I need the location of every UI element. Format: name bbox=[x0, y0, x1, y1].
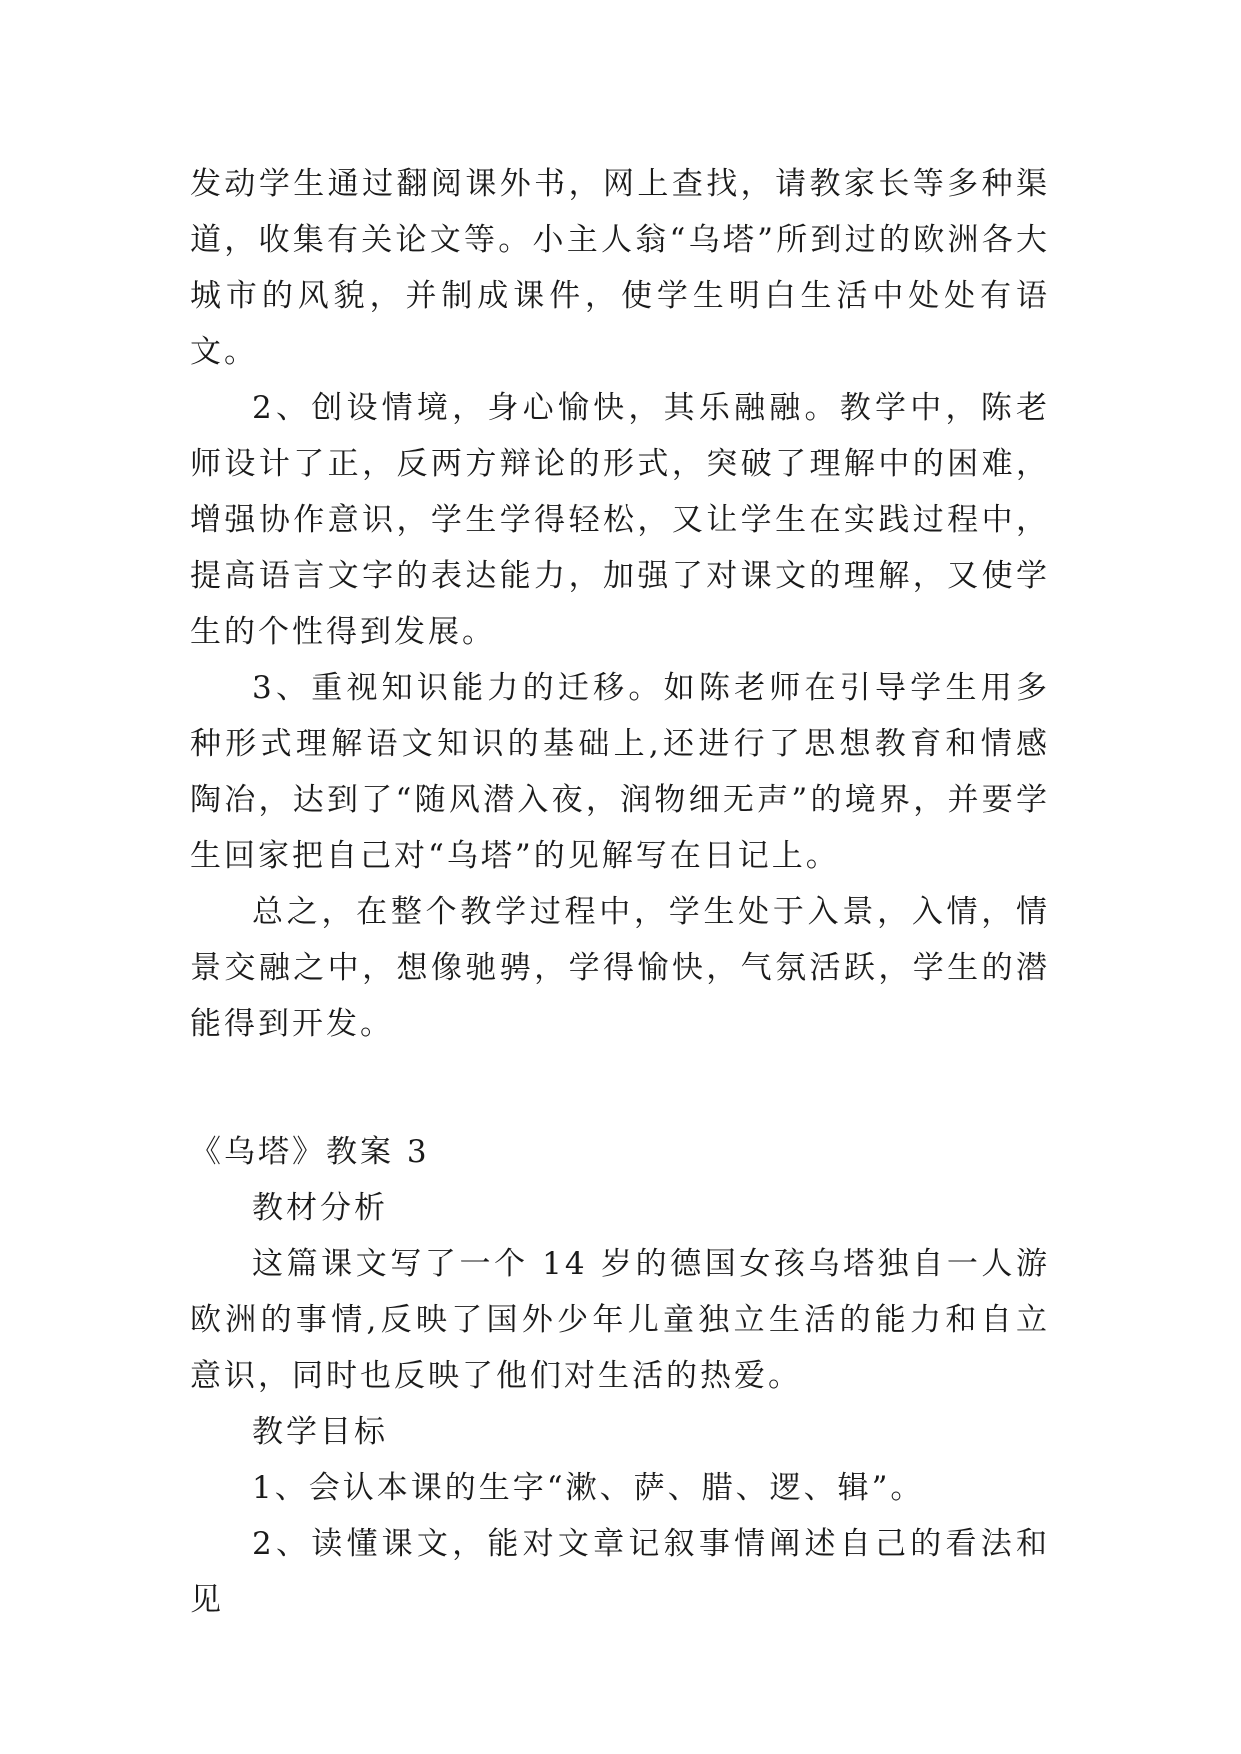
goal-item-1: 1、会认本课的生字“漱、萨、腊、逻、辑”。 bbox=[252, 1470, 925, 1506]
paragraph-continuation: 发动学生通过翻阅课外书，网上查找，请教家长等多种渠道，收集有关论文等。小主人翁“乌塔”所到过的欧洲各大城市的风貌，并制成课件，使学生明白生活中处处有语文。 bbox=[190, 166, 1050, 370]
section-spacer bbox=[190, 1052, 1050, 1124]
document-body bbox=[190, 156, 1050, 1628]
paragraph-summary: 总之，在整个教学过程中，学生处于入景，入情，情景交融之中，想像驰骋，学得愉快，气氛活跃，学生的潜能得到开发。 bbox=[190, 894, 1050, 1042]
goal-item-2: 2、读懂课文，能对文章记叙事情阐述自己的看法和见 bbox=[190, 1526, 1050, 1618]
subheading-goals: 教学目标 bbox=[252, 1414, 388, 1450]
section-title: 《乌塔》教案 3 bbox=[190, 1134, 430, 1170]
subheading-analysis: 教材分析 bbox=[252, 1190, 388, 1226]
paragraph-analysis: 这篇课文写了一个 14 岁的德国女孩乌塔独自一人游欧洲的事情,反映了国外少年儿童独立生活的能力和自立意识，同时也反映了他们对生活的热爱。 bbox=[190, 1246, 1050, 1394]
paragraph-point-3: 3、重视知识能力的迁移。如陈老师在引导学生用多种形式理解语文知识的基础上,还进行了思想教育和情感陶冶，达到了“随风潜入夜，润物细无声”的境界，并要学生回家把自己对“乌塔”的见解写在日记上。 bbox=[190, 670, 1050, 874]
paragraph-point-2: 2、创设情境，身心愉快，其乐融融。教学中，陈老师设计了正，反两方辩论的形式，突破了理解中的困难，增强协作意识，学生学得轻松，又让学生在实践过程中，提高语言文字的表达能力，加强了对课文的理解，又使学生的个性得到发展。 bbox=[190, 390, 1050, 650]
